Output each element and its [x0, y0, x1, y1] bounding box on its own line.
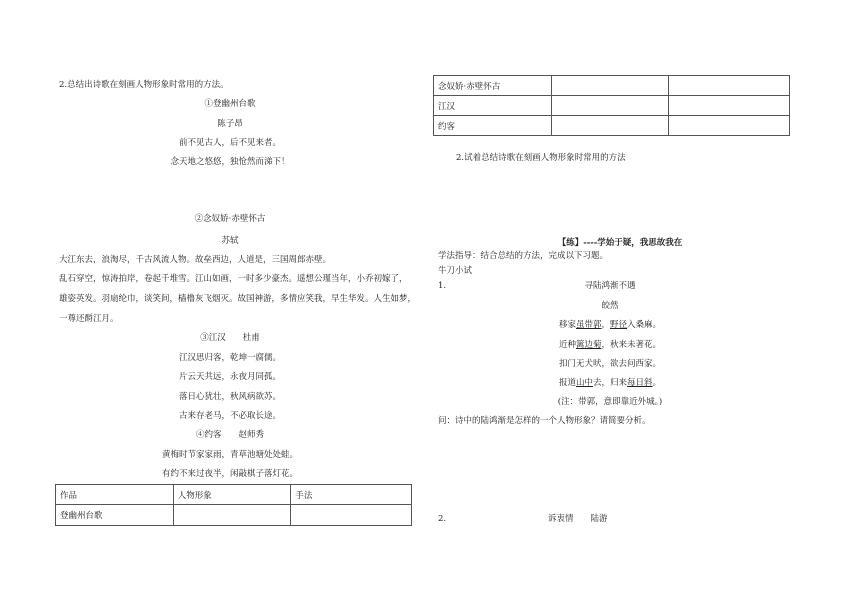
poem-3-line: 落日心犹壮，秋风病欲苏。: [178, 392, 281, 402]
analysis-table-right: [433, 75, 790, 136]
table-cell[interactable]: [551, 76, 669, 96]
table-row: [434, 116, 790, 136]
question-2-number: 2.: [438, 514, 447, 524]
poem-note: (注：带郭，意即靠近外城。): [557, 397, 663, 407]
table-cell: 约客: [434, 116, 552, 136]
poem-1-line: 前不见古人，后不见来者。: [178, 138, 281, 148]
table-cell: 念奴娇·赤壁怀古: [434, 76, 552, 96]
table-cell[interactable]: [551, 116, 669, 136]
table-cell: 登幽州台歌: [56, 505, 174, 526]
table-row: [434, 96, 790, 116]
poem-3-line: 江汉思归客，乾坤一腐儒。: [178, 353, 281, 363]
table-cell[interactable]: [551, 96, 669, 116]
poem-line: 扣门无犬吠，欲去问西家。: [558, 359, 661, 369]
poem-4-line: 有约不来过夜半，闲敲棋子落灯花。: [161, 469, 298, 479]
poem-title: 寻陆鸿渐不遇: [584, 281, 636, 291]
poem-1-line: 念天地之悠悠，独怆然而涕下！: [170, 157, 290, 167]
poem-line: 移家虽带郭，野径入桑麻。: [558, 320, 662, 330]
poem-2-line: 大江东去，浪淘尽，千古风流人物。故垒西边，人道是，三国周郎赤壁。: [59, 255, 332, 265]
practice-heading: 【练】----学始于疑，我思故我在: [557, 238, 683, 248]
table-header-cell: 作品: [56, 485, 174, 505]
section-subtitle: 牛刀小试: [438, 266, 473, 276]
analysis-table-left: [55, 484, 412, 526]
table-row: [56, 505, 412, 526]
question-2-title: 2.总结出诗歌在刻画人物形象时常用的方法。: [59, 80, 229, 90]
poem-line: 报道山中去，归来每日斜。: [558, 378, 662, 388]
right-question-2: 2.试着总结诗歌在刻画人物形象时常用的方法: [456, 153, 626, 163]
table-cell[interactable]: [291, 505, 412, 526]
question-2-poem-title: 诉衷情 陆游: [548, 514, 608, 524]
poem-4-line: 黄梅时节家家雨，青草池塘处处蛙。: [161, 450, 298, 460]
table-cell[interactable]: [669, 96, 790, 116]
poem-3-line: 古来存老马，不必取长途。: [178, 411, 281, 421]
table-header-cell: 人物形象: [173, 485, 291, 505]
table-header-cell: 手法: [291, 485, 412, 505]
poem-1-author: 陈子昂: [217, 119, 243, 129]
table-cell[interactable]: [669, 116, 790, 136]
poem-2-line: 一尊还酹江月。: [59, 314, 119, 324]
poem-line: 近种篱边菊，秋来未著花。: [558, 340, 662, 350]
table-row: [434, 76, 790, 96]
poem-2-author: 苏轼: [221, 236, 239, 246]
table-header-row: [56, 485, 412, 505]
poem-3-title: ③江汉 杜甫: [200, 333, 260, 343]
poem-2-line: 乱石穿空，惊涛拍岸，卷起千堆雪。江山如画，一时多少豪杰。遥想公瑾当年，小乔初嫁了，: [59, 274, 408, 284]
table-cell[interactable]: [669, 76, 790, 96]
poem-2-title: ②念奴娇·赤壁怀古: [194, 214, 266, 224]
poem-1-title: ①登幽州台歌: [204, 99, 256, 109]
poem-2-line: 雄姿英发。羽扇纶巾，谈笑间，樯橹灰飞烟灭。故国神游，多情应笑我，早生华发。人生如梦，: [59, 294, 417, 304]
study-guide: 学法指导：结合总结的方法，完成以下习题。: [438, 251, 609, 261]
table-cell[interactable]: [173, 505, 291, 526]
table-cell: 江汉: [434, 96, 552, 116]
poem-author: 皎然: [601, 301, 619, 311]
analysis-question: 问：诗中的陆鸿渐是怎样的一个人物形象？请简要分析。: [438, 416, 651, 426]
question-1-number: 1.: [438, 281, 447, 291]
poem-3-line: 片云天共远，永夜月同孤。: [178, 372, 281, 382]
poem-4-title: ④约客 赵师秀: [195, 430, 264, 440]
